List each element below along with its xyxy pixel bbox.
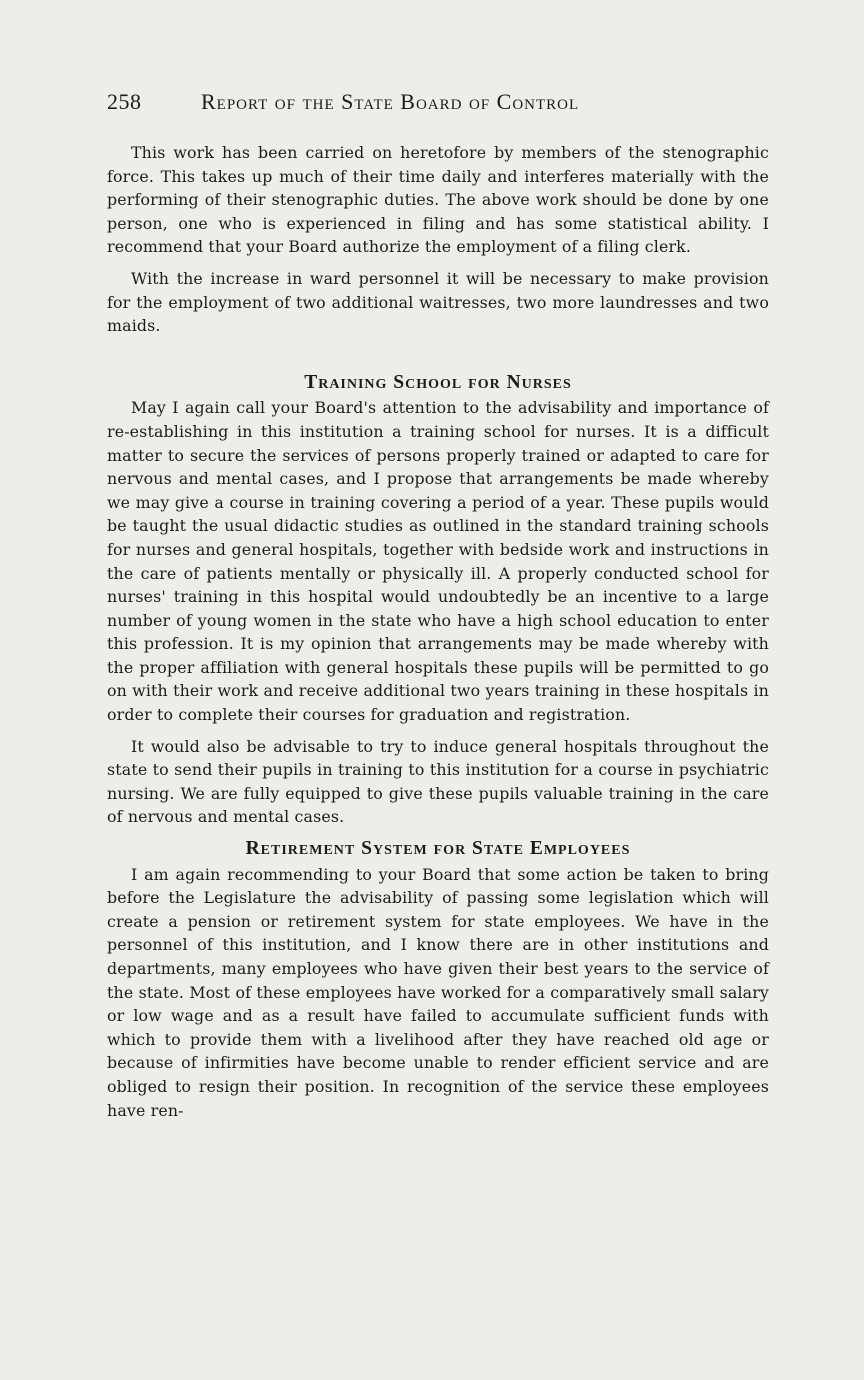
page-number: 258 [107, 89, 142, 114]
page-header [107, 89, 767, 115]
paragraph-ward-personnel: With the increase in ward personnel it will be necessary to make provision for the employment of two additional waitresses, two more laundresses and two maids. [107, 268, 769, 336]
section-heading-training-school: Training School for Nurses [304, 371, 572, 393]
paragraph-retirement-system: I am again recommending to your Board that some action be taken to bring before the Legislature the advisability of passing some legislation which will create a pension or retirement system for state employees. We have in the personnel of this institution, and I know there are in other institutions and departments, many employees who have given their best years to the service of the state. Most of these employees have worked for a comparatively small salary or low wage and as a result have failed to accumulate sufficient funds with which to provide them with a livelihood after they have reached old age or because of infirmities have become unable to render efficient service and are obliged to resign their position. In recognition of the service these employees have ren- [107, 864, 769, 1120]
body-text [107, 141, 769, 1130]
paragraph-psychiatric-nursing: It would also be advisable to try to induce general hospitals throughout the state to send their pupils in training to this institution for a course in psychiatric nursing. We are fully equipped to give these pupils valuable training in the care of nervous and mental cases. [107, 736, 769, 827]
paragraph-filing-clerk: This work has been carried on heretofore by members of the stenographic force. This takes up much of their time daily and interferes materially with the performing of their stenographic duties. The above work should be done by one person, one who is experienced in filing and has some statistical ability. I recommend that your Board authorize the employment of a filing clerk. [107, 143, 769, 257]
paragraph-training-school: May I again call your Board's attention to the advisability and importance of re-establishing in this institution a training school for nurses. It is a difficult matter to secure the services of persons properly trained or adapted to care for nervous and mental cases, and I propose that arrangements be made whereby we may give a course in training covering a period of a year. These pupils would be taught the usual didactic studies as outlined in the standard training schools for nurses and general hospitals, together with bedside work and instructions in the care of patients mentally or physically ill. A properly conducted school for nurses' training in this hospital would undoubtedly be an incentive to a large number of young women in the state who have a high school education to enter this profession. It is my opinion that arrangements may be made whereby with the proper affiliation with general hospitals these pupils will be permitted to go on with their work and receive additional two years training in these hospitals in order to complete their courses for graduation and registration. [107, 398, 769, 725]
section-heading-retirement-system: Retirement System for State Employees [245, 838, 631, 860]
running-title: Report of the State Board of Control [201, 89, 580, 114]
